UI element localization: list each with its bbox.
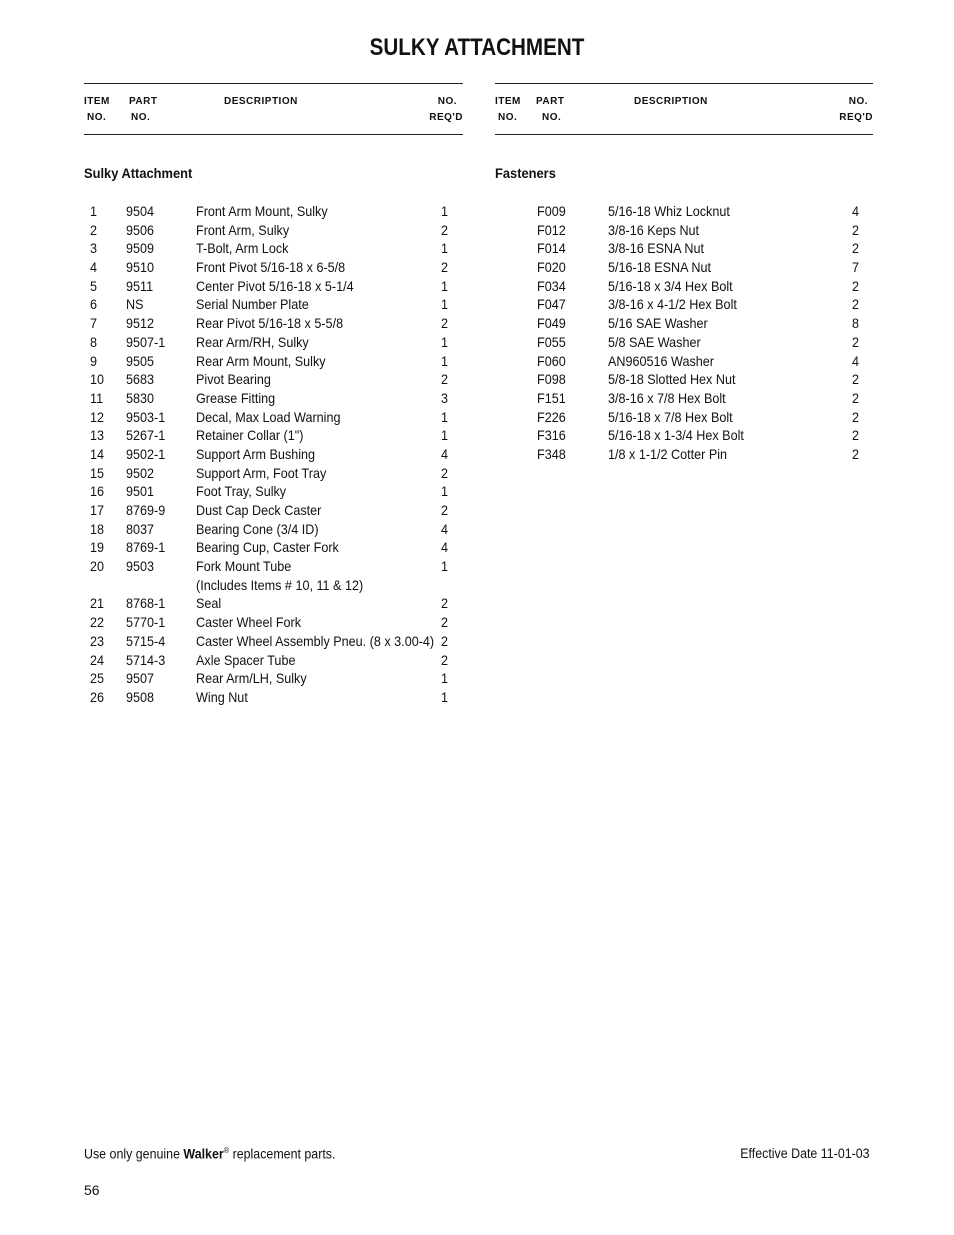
footer-registered-mark: ® <box>223 1146 230 1155</box>
footer-genuine-parts-note <box>84 1146 335 1162</box>
parts-row <box>84 408 463 427</box>
footer-brand: Walker <box>183 1146 224 1162</box>
qty-reqd-cell: 2 <box>852 221 860 238</box>
parts-row <box>84 669 463 688</box>
description-cell: Rear Arm/LH, Sulky <box>196 670 307 687</box>
qty-reqd-cell: 2 <box>852 333 860 350</box>
part-no-cell: 9505 <box>126 352 155 369</box>
parts-row <box>495 389 873 408</box>
footer-suffix: replacement parts. <box>229 1146 336 1162</box>
item-no-cell: 15 <box>90 464 105 481</box>
qty-reqd-cell: 2 <box>441 502 449 518</box>
qty-reqd-cell: 2 <box>441 259 449 276</box>
part-no-cell: F014 <box>537 240 566 257</box>
header-part-no-line1: PART <box>129 96 158 107</box>
description-cell: Support Arm, Foot Tray <box>196 464 327 481</box>
parts-row <box>84 258 463 277</box>
parts-row <box>84 333 463 352</box>
parts-row <box>495 202 873 221</box>
parts-row <box>495 295 873 314</box>
item-no-cell: 18 <box>90 520 105 537</box>
parts-row <box>84 221 463 240</box>
parts-row <box>495 426 873 445</box>
description-cell: Bearing Cup, Caster Fork <box>196 539 339 556</box>
parts-row <box>495 314 873 333</box>
part-no-cell: 8769-9 <box>126 502 166 518</box>
item-no-cell: 11 <box>90 389 104 406</box>
item-no-cell: 17 <box>90 502 105 518</box>
parts-row <box>84 538 463 557</box>
description-cell: Dust Cap Deck Caster <box>196 502 322 518</box>
item-no-cell: 9 <box>90 352 98 369</box>
item-no-cell: 5 <box>90 277 98 294</box>
part-no-cell: 5830 <box>126 389 155 406</box>
part-no-cell: 9507 <box>126 670 155 687</box>
description-cell: 3/8-16 Keps Nut <box>608 221 700 238</box>
item-no-cell: 20 <box>90 558 105 575</box>
parts-row <box>84 295 463 314</box>
parts-row <box>84 501 463 520</box>
part-no-cell: 9503-1 <box>126 408 166 425</box>
qty-reqd-cell: 1 <box>441 427 449 444</box>
parts-row <box>495 258 873 277</box>
part-no-cell: NS <box>126 296 144 313</box>
part-no-cell: F055 <box>537 333 566 350</box>
part-no-cell: F060 <box>537 352 566 369</box>
description-cell: Center Pivot 5/16-18 x 5-1/4 <box>196 277 354 294</box>
description-cell: Support Arm Bushing <box>196 445 316 462</box>
part-no-cell: 8037 <box>126 520 155 537</box>
item-no-cell: 21 <box>90 595 105 612</box>
description-cell: Pivot Bearing <box>196 371 271 388</box>
item-no-cell: 2 <box>90 221 98 238</box>
description-cell: 5/8 SAE Washer <box>608 333 701 350</box>
description-cell: Caster Wheel Assembly Pneu. (8 x 3.00-4) <box>196 632 435 649</box>
qty-reqd-cell: 2 <box>852 408 860 425</box>
part-no-cell: F226 <box>537 408 566 425</box>
part-no-cell: 9507-1 <box>126 333 166 350</box>
item-no-cell: 23 <box>90 632 105 649</box>
description-cell: Wing Nut <box>196 688 248 705</box>
qty-reqd-cell: 1 <box>441 203 449 219</box>
parts-row <box>84 389 463 408</box>
description-cell: Axle Spacer Tube <box>196 651 296 668</box>
qty-reqd-cell: 2 <box>852 445 860 462</box>
part-no-cell: 9502 <box>126 464 155 481</box>
description-cell: 5/8-18 Slotted Hex Nut <box>608 371 736 388</box>
part-no-cell: F316 <box>537 427 566 444</box>
qty-reqd-cell: 1 <box>441 333 449 350</box>
qty-reqd-cell: 8 <box>852 315 860 332</box>
left-table-header <box>84 83 463 135</box>
qty-reqd-cell: 2 <box>441 595 449 612</box>
description-cell: 5/16 SAE Washer <box>608 315 708 332</box>
parts-row <box>84 445 463 464</box>
qty-reqd-cell: 4 <box>852 203 860 219</box>
parts-row <box>495 445 873 464</box>
description-cell: Rear Arm Mount, Sulky <box>196 352 326 369</box>
part-no-cell: 9510 <box>126 259 155 276</box>
description-cell: T-Bolt, Arm Lock <box>196 240 289 257</box>
page-title: SULKY ATTACHMENT <box>369 34 585 61</box>
header-no-reqd-line1: NO. <box>848 96 868 107</box>
qty-reqd-cell: 1 <box>441 240 449 257</box>
qty-reqd-cell: 2 <box>441 315 449 332</box>
part-no-cell: F034 <box>537 277 566 294</box>
parts-row <box>495 221 873 240</box>
part-no-cell: F047 <box>537 296 566 313</box>
parts-row <box>84 370 463 389</box>
page-number: 56 <box>84 1182 100 1198</box>
description-cell: Rear Arm/RH, Sulky <box>196 333 309 350</box>
qty-reqd-cell: 1 <box>441 352 449 369</box>
description-cell: 3/8-16 ESNA Nut <box>608 240 704 257</box>
part-no-cell: 8768-1 <box>126 595 166 612</box>
parts-row <box>84 632 463 651</box>
parts-row <box>495 277 873 296</box>
part-no-cell: 5714-3 <box>126 651 166 668</box>
part-no-cell: F151 <box>537 389 566 406</box>
header-no-reqd-line2: REQ'D <box>839 112 873 123</box>
parts-row <box>84 576 463 595</box>
description-cell: (Includes Items # 10, 11 & 12) <box>196 576 364 593</box>
description-cell: AN960516 Washer <box>608 352 715 369</box>
description-cell: 3/8-16 x 4-1/2 Hex Bolt <box>608 296 737 313</box>
qty-reqd-cell: 1 <box>441 558 449 575</box>
description-cell: 5/16-18 ESNA Nut <box>608 259 711 276</box>
parts-row <box>84 352 463 371</box>
description-cell: Decal, Max Load Warning <box>196 408 341 425</box>
parts-row <box>84 651 463 670</box>
qty-reqd-cell: 2 <box>441 651 449 668</box>
qty-reqd-cell: 2 <box>852 296 860 313</box>
description-cell: Seal <box>196 595 222 612</box>
parts-row <box>84 688 463 707</box>
description-cell: 5/16-18 Whiz Locknut <box>608 203 730 219</box>
part-no-cell: 9504 <box>126 203 155 219</box>
header-part-no-line2: NO. <box>131 112 151 123</box>
right-table-header <box>495 83 873 135</box>
part-no-cell: 9503 <box>126 558 155 575</box>
description-cell: Grease Fitting <box>196 389 276 406</box>
qty-reqd-cell: 4 <box>441 445 449 462</box>
header-item-no-line1: ITEM <box>84 96 110 107</box>
header-part-no-line2: NO. <box>542 112 562 123</box>
part-no-cell: 9502-1 <box>126 445 166 462</box>
parts-row <box>495 370 873 389</box>
section-title-fasteners: Fasteners <box>495 165 556 181</box>
part-no-cell: 5683 <box>126 371 155 388</box>
qty-reqd-cell: 1 <box>441 296 449 313</box>
qty-reqd-cell: 1 <box>441 277 449 294</box>
qty-reqd-cell: 2 <box>852 240 860 257</box>
part-no-cell: F020 <box>537 259 566 276</box>
part-no-cell: 9508 <box>126 688 155 705</box>
item-no-cell: 26 <box>90 688 105 705</box>
description-cell: Front Arm Mount, Sulky <box>196 203 328 219</box>
parts-row <box>84 277 463 296</box>
header-part-no-line1: PART <box>536 96 565 107</box>
item-no-cell: 1 <box>90 203 98 219</box>
header-item-no-line2: NO. <box>498 112 518 123</box>
left-parts-column <box>84 83 463 705</box>
qty-reqd-cell: 1 <box>441 670 449 687</box>
part-no-cell: 5770-1 <box>126 614 166 631</box>
header-description: DESCRIPTION <box>224 96 298 107</box>
description-cell: Bearing Cone (3/4 ID) <box>196 520 319 537</box>
description-cell: 5/16-18 x 3/4 Hex Bolt <box>608 277 733 294</box>
section-title-sulky-attachment: Sulky Attachment <box>84 165 193 181</box>
item-no-cell: 12 <box>90 408 105 425</box>
parts-row <box>84 482 463 501</box>
part-no-cell: 9501 <box>126 483 155 500</box>
parts-row <box>495 352 873 371</box>
item-no-cell: 24 <box>90 651 105 668</box>
description-cell: 5/16-18 x 7/8 Hex Bolt <box>608 408 733 425</box>
item-no-cell: 22 <box>90 614 105 631</box>
qty-reqd-cell: 4 <box>441 520 449 537</box>
right-parts-list <box>495 202 873 464</box>
description-cell: 3/8-16 x 7/8 Hex Bolt <box>608 389 726 406</box>
description-cell: Serial Number Plate <box>196 296 309 313</box>
item-no-cell: 13 <box>90 427 105 444</box>
qty-reqd-cell: 2 <box>441 221 449 238</box>
parts-row <box>495 408 873 427</box>
part-no-cell: 9511 <box>126 277 154 294</box>
parts-row <box>84 520 463 539</box>
description-cell: Caster Wheel Fork <box>196 614 302 631</box>
qty-reqd-cell: 2 <box>852 277 860 294</box>
header-item-no-line2: NO. <box>87 112 107 123</box>
description-cell: Foot Tray, Sulky <box>196 483 287 500</box>
parts-row <box>84 613 463 632</box>
item-no-cell: 4 <box>90 259 98 276</box>
parts-row <box>495 333 873 352</box>
item-no-cell: 6 <box>90 296 98 313</box>
qty-reqd-cell: 1 <box>441 483 449 500</box>
part-no-cell: 9506 <box>126 221 155 238</box>
parts-row <box>84 239 463 258</box>
part-no-cell: 8769-1 <box>126 539 166 556</box>
item-no-cell: 16 <box>90 483 105 500</box>
description-cell: 1/8 x 1-1/2 Cotter Pin <box>608 445 728 462</box>
item-no-cell: 7 <box>90 315 98 332</box>
description-cell: Front Arm, Sulky <box>196 221 290 238</box>
qty-reqd-cell: 2 <box>852 371 860 388</box>
description-cell: Retainer Collar (1") <box>196 427 304 444</box>
part-no-cell: 5715-4 <box>126 632 166 649</box>
item-no-cell: 14 <box>90 445 105 462</box>
qty-reqd-cell: 2 <box>441 464 449 481</box>
parts-row <box>84 594 463 613</box>
header-no-reqd-line2: REQ'D <box>429 112 463 123</box>
part-no-cell: 9509 <box>126 240 155 257</box>
parts-row <box>495 239 873 258</box>
qty-reqd-cell: 2 <box>852 389 860 406</box>
header-item-no-line1: ITEM <box>495 96 521 107</box>
qty-reqd-cell: 1 <box>441 408 449 425</box>
description-cell: 5/16-18 x 1-3/4 Hex Bolt <box>608 427 744 444</box>
header-description: DESCRIPTION <box>634 96 708 107</box>
parts-row <box>84 557 463 576</box>
part-no-cell: F012 <box>537 221 566 238</box>
footer-prefix: Use only genuine <box>84 1146 184 1162</box>
part-no-cell: 5267-1 <box>126 427 166 444</box>
item-no-cell: 10 <box>90 371 105 388</box>
qty-reqd-cell: 7 <box>852 259 860 276</box>
item-no-cell: 8 <box>90 333 98 350</box>
description-cell: Rear Pivot 5/16-18 x 5-5/8 <box>196 315 344 332</box>
qty-reqd-cell: 2 <box>441 632 449 649</box>
header-no-reqd-line1: NO. <box>437 96 457 107</box>
item-no-cell: 25 <box>90 670 105 687</box>
part-no-cell: F348 <box>537 445 566 462</box>
parts-row <box>84 464 463 483</box>
part-no-cell: 9512 <box>126 315 155 332</box>
right-parts-column <box>495 83 873 462</box>
parts-row <box>84 314 463 333</box>
qty-reqd-cell: 4 <box>852 352 860 369</box>
qty-reqd-cell: 1 <box>441 688 449 705</box>
left-parts-list <box>84 202 463 707</box>
part-no-cell: F009 <box>537 203 566 219</box>
qty-reqd-cell: 2 <box>441 371 449 388</box>
part-no-cell: F049 <box>537 315 566 332</box>
parts-row <box>84 426 463 445</box>
description-cell: Fork Mount Tube <box>196 558 292 575</box>
qty-reqd-cell: 3 <box>441 389 449 406</box>
qty-reqd-cell: 2 <box>852 427 860 444</box>
parts-row <box>84 202 463 221</box>
qty-reqd-cell: 2 <box>441 614 449 631</box>
qty-reqd-cell: 4 <box>441 539 449 556</box>
item-no-cell: 19 <box>90 539 105 556</box>
part-no-cell: F098 <box>537 371 566 388</box>
footer-effective-date: Effective Date 11-01-03 <box>740 1146 870 1161</box>
description-cell: Front Pivot 5/16-18 x 6-5/8 <box>196 259 346 276</box>
item-no-cell: 3 <box>90 240 98 257</box>
